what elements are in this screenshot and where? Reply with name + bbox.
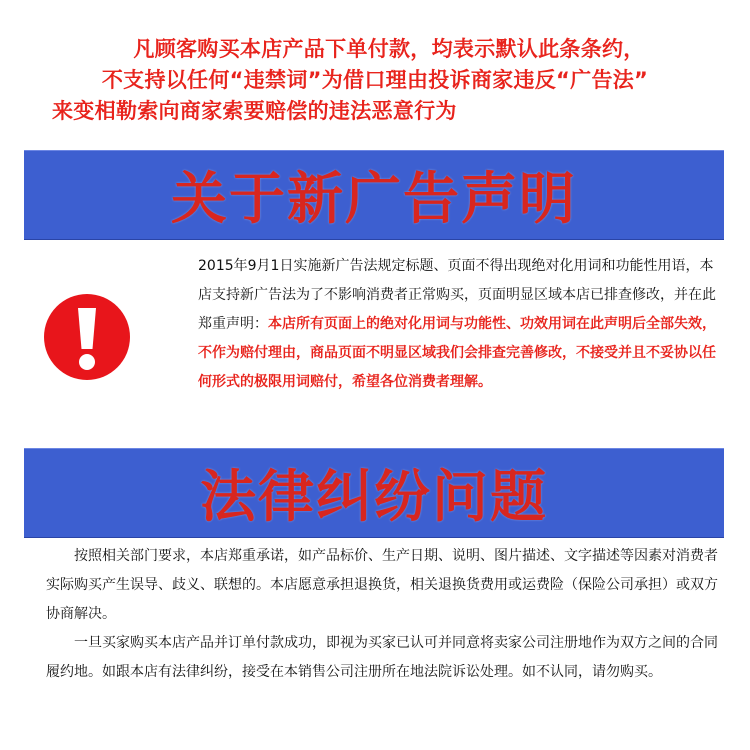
banner-title: 关于新广告声明 xyxy=(171,166,577,232)
notice-block xyxy=(0,34,750,127)
legal-paragraph-2: 一旦买家购买本店产品并订单付款成功，即视为买家已认可并同意将卖家公司注册地作为双方之间的合同履约地。如跟本店有法律纠纷，接受在本销售公司注册所在地法院诉讼处理。如不认同，请勿购买。 xyxy=(46,635,718,680)
banner-legal-disputes xyxy=(24,448,724,538)
legal-paragraph-1: 按照相关部门要求，本店郑重承诺，如产品标价、生产日期、说明、图片描述、文字描述等因素对消费者实际购买产生误导、歧义、联想的。本店愿意承担退换货，相关退换货费用或运费险（保险公司承担）或双方协商解决。 xyxy=(46,548,718,622)
declaration-text-plain: 2015年9月1日实施新广告法规定标题、页面不得出现绝对化用词和功能性用语，本店支持新广告法为了不影响消费者正常购买，页面明显区域本店已排查修改，并在此郑重声明： xyxy=(198,258,716,332)
notice-line-3: 来变相勒索向商家索要赔偿的违法恶意行为 xyxy=(52,99,457,123)
banner-title: 法律纠纷问题 xyxy=(200,464,548,530)
declaration-text-red: 本店所有页面上的绝对化用词与功能性、功效用词在此声明后全部失效，不作为赔付理由，商品页面不明显区域我们会排查完善修改，不接受并且不妥协以任何形式的极限用词赔付，希望各位消费者理解。 xyxy=(198,316,716,390)
legal-disputes-text xyxy=(46,542,726,687)
notice-line-1: 凡顾客购买本店产品下单付款，均表示默认此条条约， xyxy=(133,37,645,61)
banner-ad-declaration xyxy=(24,150,724,240)
notice-line-2: 不支持以任何“违禁词”为借口理由投诉商家违反“广告法” xyxy=(101,68,649,92)
exclamation-icon xyxy=(44,294,130,380)
ad-declaration-text xyxy=(158,252,718,397)
exclamation-circle-icon xyxy=(44,294,130,380)
